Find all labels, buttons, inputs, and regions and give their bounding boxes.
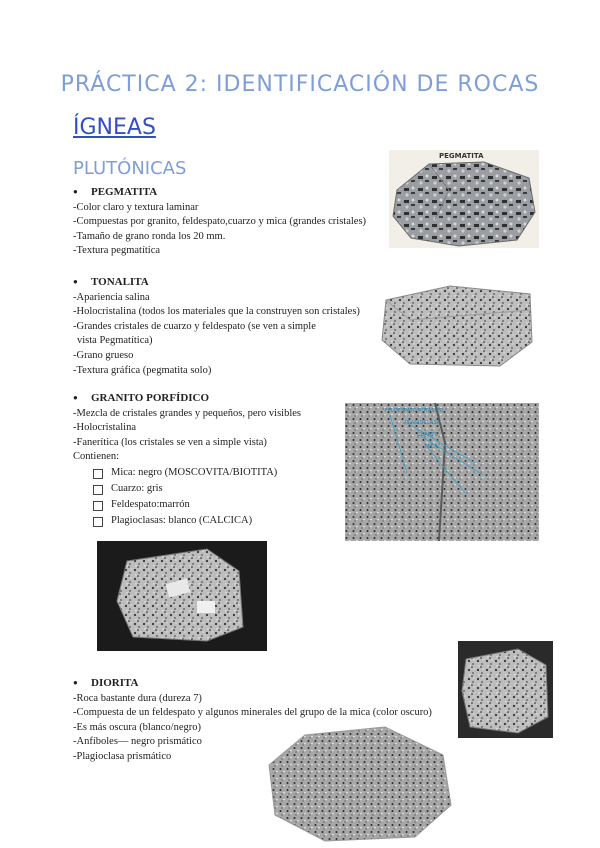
diorita-photo: [265, 725, 455, 843]
diorita-rock-image: [265, 725, 455, 843]
photo-label-feldespato: FELDESPATO POTÁSICO: [385, 408, 444, 414]
photo-label-mica: MICA: [425, 444, 438, 450]
tonalita-line: -Grano grueso: [73, 349, 134, 361]
checkbox-icon[interactable]: [93, 469, 103, 479]
diorita-line: -Roca bastante dura (dureza 7): [73, 692, 202, 704]
tonalita-title: ● TONALITA: [73, 275, 360, 290]
tonalita-line: -Holocristalina (todos los materiales que la construyen son cristales): [73, 306, 360, 318]
pegmatita-line: -Textura pegmatítica: [73, 245, 161, 257]
pegmatita-line: -Color claro y textura laminar: [73, 201, 199, 213]
checkbox-icon[interactable]: [93, 517, 103, 527]
checkbox-icon[interactable]: [93, 485, 103, 495]
granito-sample-rock-image: [97, 541, 267, 651]
section-heading-igneas: ÍGNEAS: [73, 115, 156, 140]
diorita-line: -Compuesta de un feldespato y algunos minerales del grupo de la mica (color oscuro): [73, 707, 432, 719]
granito-annotated-photo: [345, 403, 539, 541]
section-tonalita: [73, 275, 360, 378]
section-pegmatita: [73, 185, 366, 259]
pegmatita-line: -Compuestas por granito, feldespato,cuarzo y mica (grandes cristales): [73, 216, 367, 228]
mineral-checklist: [73, 466, 301, 530]
photo-label-cuarzo: CUARZO: [417, 432, 439, 438]
diorita-line: -Es más oscura (blanco/negro): [73, 721, 201, 733]
section-granito-porfidico: [73, 391, 301, 530]
tonalita-line: vista Pegmatítica): [77, 335, 153, 347]
granito-line: Contienen:: [73, 451, 120, 463]
tonalita-rock-image: [380, 280, 535, 370]
pegmatita-photo-label: PEGMATITA: [439, 152, 484, 160]
diorita-title: ● DIORITA: [73, 676, 432, 691]
diorita-line: -Plagioclasa prismático: [73, 750, 172, 762]
photo-label-plagioclasa: PLAGIOCLASA: [405, 420, 441, 426]
pegmatita-title: ● PEGMATITA: [73, 185, 366, 200]
granito-line: -Fanerítica (los cristales se ven a simple vista): [73, 436, 267, 448]
tonalita-line: -Textura gráfica (pegmatita solo): [73, 364, 212, 376]
granito-line: -Holocristalina: [73, 422, 136, 434]
checkbox-icon[interactable]: [93, 501, 103, 511]
tonalita-line: -Apariencia salina: [73, 291, 150, 303]
checklist-item: Mica: negro (MOSCOVITA/BIOTITA): [73, 466, 301, 482]
diorita-photo-dark: [458, 641, 553, 738]
pegmatita-photo: [389, 150, 539, 248]
checklist-item: Plagioclasas: blanco (CALCICA): [73, 514, 301, 530]
diorita-line: -Anfíboles— negro prismático: [73, 736, 202, 748]
granito-rock-image: [345, 403, 539, 541]
granito-sample-photo: [97, 541, 267, 651]
tonalita-photo: [380, 280, 535, 370]
checklist-item: Cuarzo: gris: [73, 482, 301, 498]
granito-line: -Mezcla de cristales grandes y pequeños, pero visibles: [73, 407, 302, 419]
page-title: PRÁCTICA 2: IDENTIFICACIÓN DE ROCAS: [60, 72, 540, 97]
tonalita-line: -Grandes cristales de cuarzo y feldespato (se ven a simple: [73, 320, 316, 332]
pegmatita-rock-image: [389, 150, 539, 248]
checklist-item: Feldespato:marrón: [73, 498, 301, 514]
pegmatita-line: -Tamaño de grano ronda los 20 mm.: [73, 230, 226, 242]
granito-title: ● GRANITO PORFÍDICO: [73, 391, 301, 406]
diorita-dark-rock-image: [458, 641, 553, 738]
subheading-plutonicas: PLUTÓNICAS: [73, 158, 187, 179]
